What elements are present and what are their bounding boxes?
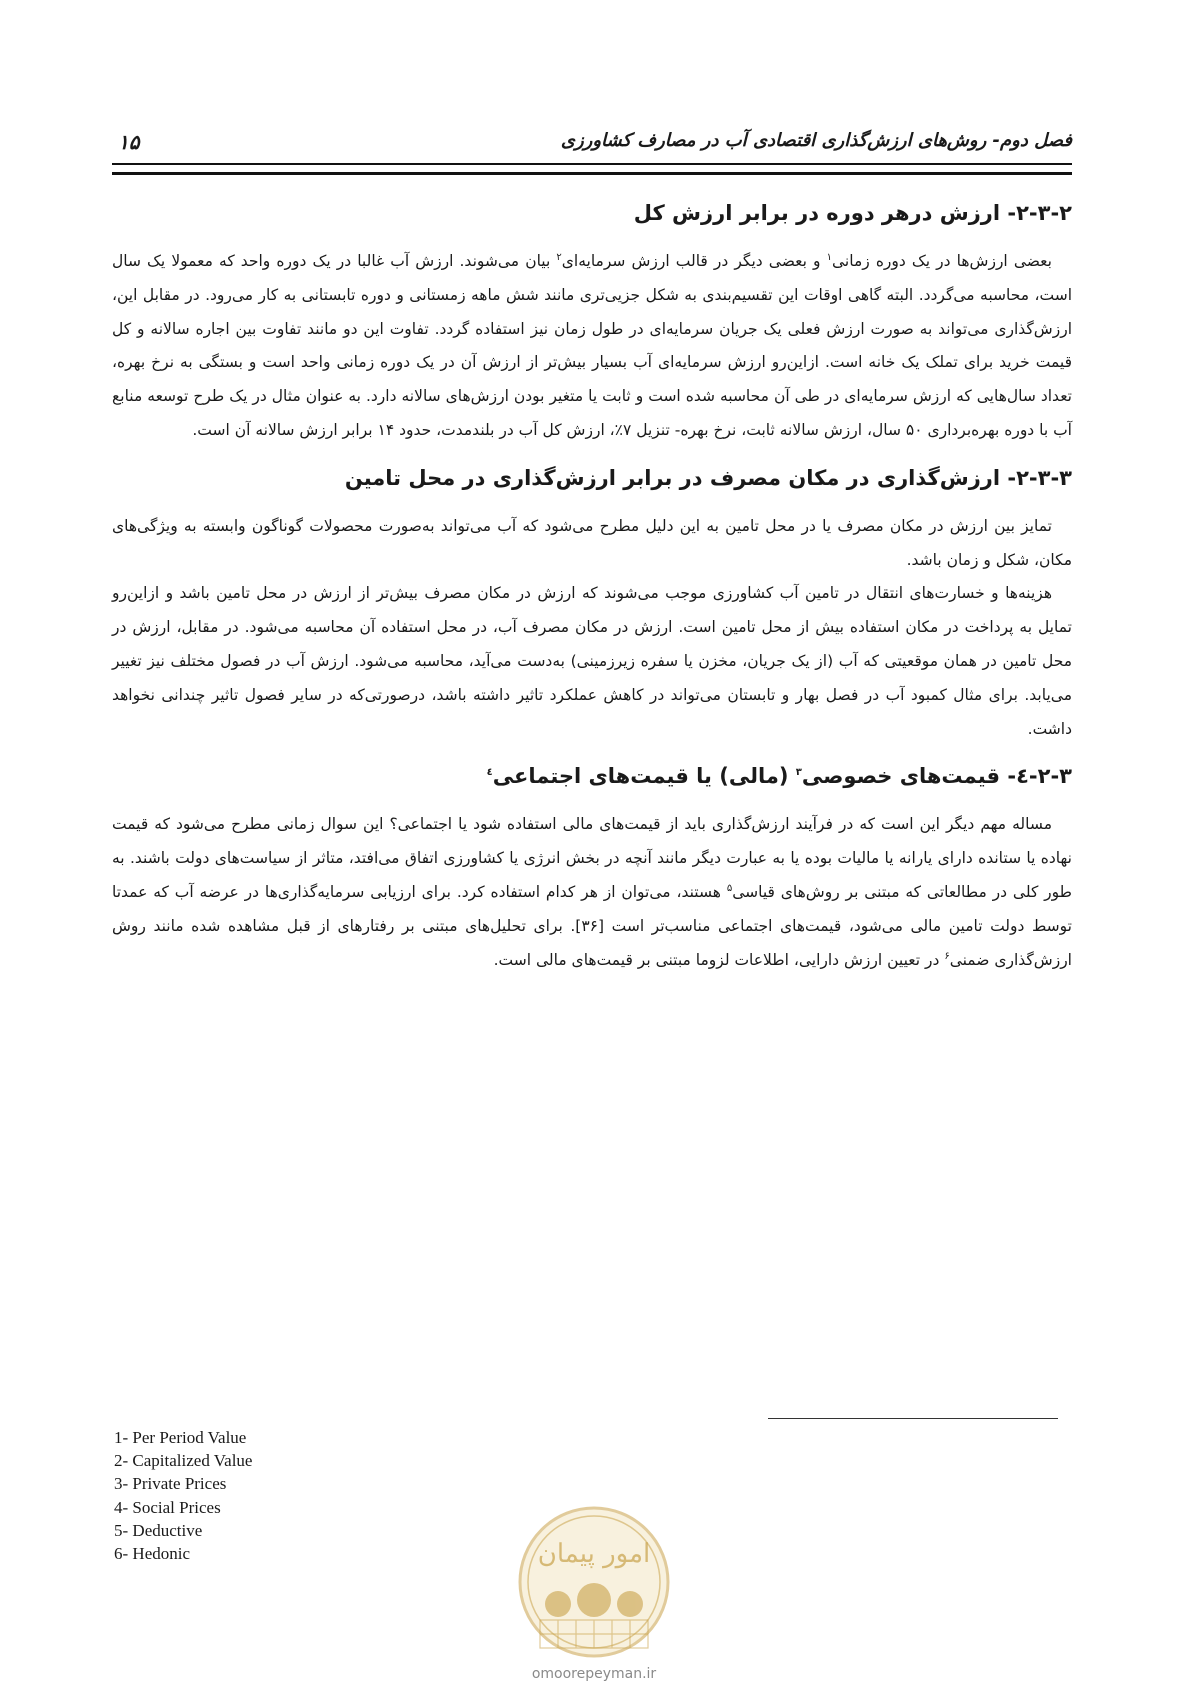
footnote-item: 4- Social Prices	[114, 1497, 221, 1517]
section-heading-2-3-2: ۲-۳-۲- ارزش درهر دوره در برابر ارزش کل	[633, 201, 1072, 225]
logo-script-text: امور پیمان	[537, 1539, 651, 1569]
running-title: فصل دوم- روش‌های ارزش‌گذاری اقتصادی آب در مصارف کشاورزی	[560, 130, 1072, 151]
footnote-item: 6- Hedonic	[114, 1544, 191, 1564]
logo-caption: omoorepeyman.ir	[531, 1666, 657, 1682]
paragraph	[112, 245, 1072, 448]
header-rule	[112, 163, 1072, 175]
footnote-item: 5- Deductive	[114, 1520, 203, 1540]
paragraph	[112, 808, 1072, 977]
footnote-rule	[768, 1418, 1058, 1419]
page-number: ۱۵	[118, 130, 140, 154]
footnote-ref: ۲	[556, 251, 562, 263]
publisher-logo	[488, 1500, 700, 1684]
footnote-item: 3- Private Prices	[114, 1474, 227, 1494]
paragraph-text: و بعضی دیگر در قالب ارزش سرمایه‌ای	[561, 252, 827, 270]
footnote-ref: ٤	[486, 767, 493, 779]
paragraph-text: بعضی ارزش‌ها در یک دوره زمانی	[831, 252, 1052, 270]
footnotes-list	[114, 1426, 252, 1565]
paragraph: تمایز بین ارزش در مکان مصرف یا در محل تامین به این دلیل مطرح می‌شود که آب می‌تواند به‌صورت محصولات گوناگون وابسته به ویژگی‌های مکان، شکل و زمان باشد.	[112, 516, 1072, 569]
heading-text: (مالی) یا قیمت‌های اجتماعی	[492, 764, 796, 789]
paragraph-text: مساله مهم دیگر این است که در فرآیند ارزش‌گذاری باید از قیمت‌های مالی استفاده شود یا اجتماعی؟ این سوال زمانی مطرح می‌شود که قیمت نهاده یا ستانده دارای یارانه یا مالیات بوده یا به عبارت دیگر مانند آنچه در بخش انرژی یا کشاورزی اتفاق می‌افتد، متاثر از سیاست‌های دولت باشند. به طور کلی در مطالعاتی که مبتنی بر روش‌های قیاسی	[112, 815, 1073, 901]
paragraph: هزینه‌ها و خسارت‌های انتقال در تامین آب کشاورزی موجب می‌شوند که ارزش در مکان مصرف بیش‌تر از ارزش در محل تامین باشد و ازاین‌رو تمایل به پرداخت در مکان استفاده بیش از محل تامین است. ارزش در مکان مصرف آب، در محل استفاده آن محاسبه می‌شود. در مقابل، ارزش در محل تامین در همان موقعیتی که آب (از یک جریان، مخزن یا سفره زیرزمینی) به‌دست می‌آید، محاسبه می‌شود. ارزش آب در فصول مختلف نیز تغییر می‌یابد. برای مثال کمبود آب در فصل بهار و تابستان می‌تواند در کاهش عملکرد تاثیر داشته باشد، درصورتی‌که در سایر فصول تاثیر چندانی نخواهد داشت.	[112, 584, 1072, 738]
footnote-ref: ۳	[795, 767, 802, 779]
footnote-ref: ۶	[944, 950, 950, 962]
paragraph-text: در تعیین ارزش دارایی، اطلاعات لزوما مبتنی بر قیمت‌های مالی است.	[493, 950, 945, 969]
paragraph-text: بیان می‌شوند. ارزش آب غالبا در یک دوره واحد که معمولا یک سال است، محاسبه می‌گردد. البته گاهی اوقات این تقسیم‌بندی به شکل جزیی‌تری مانند شش ماهه زمستانی و دوره تابستانی به کار می‌رود. در مقابل این، ارزش‌گذاری می‌تواند به صورت ارزش فعلی یک جریان سرمایه‌ای در طول زمان نیز استفاده گردد. تفاوت این دو مانند تفاوت بین اجاره سالانه و کل قیمت خرید برای تملک یک خانه است. ازاین‌رو ارزش سرمایه‌ای آب بسیار بیش‌تر از ارزش آن در یک دوره زمانی واحد است و بستگی به نرخ بهره، تعداد سال‌هایی که ارزش سرمایه‌ای در طی آن محاسبه شده است و ثابت یا متغیر بودن ارزش‌های سالانه دارد. به عنوان مثال در یک طرح توسعه منابع آب با دوره بهره‌برداری ۵۰ سال، ارزش سالانه ثابت، نرخ بهره- تنزیل ۷٪، ارزش کل آب در بلندمدت، حدود ۱۴ برابر ارزش سالانه آن است.	[112, 252, 1072, 439]
page-content	[112, 195, 1072, 977]
footnote-item: 2- Capitalized Value	[114, 1451, 253, 1471]
section-heading-2-3-3: ۲-۳-۳- ارزش‌گذاری در مکان مصرف در برابر ارزش‌گذاری در محل تامین	[344, 465, 1072, 490]
paragraph-text: هستند، می‌توان از هر کدام استفاده کرد. برای ارزیابی سرمایه‌گذاری‌ها در عرضه آب که عمدتا توسط دولت تامین مالی می‌شود، قیمت‌های اجتماعی مناسب‌تر است [۳۶]. برای تحلیل‌های مبتنی بر رفتارهای از قبل مشاهده شده مانند روش ارزش‌گذاری ضمنی	[112, 882, 1072, 969]
heading-text: ۲-۳-٤- قیمت‌های خصوصی	[801, 764, 1072, 789]
footnote-ref: ۱	[826, 251, 832, 263]
page-header	[112, 124, 1072, 164]
footnote-ref: ۵	[726, 882, 733, 894]
footnote-item: 1- Per Period Value	[114, 1428, 247, 1447]
section-heading-2-3-4	[112, 758, 1072, 794]
